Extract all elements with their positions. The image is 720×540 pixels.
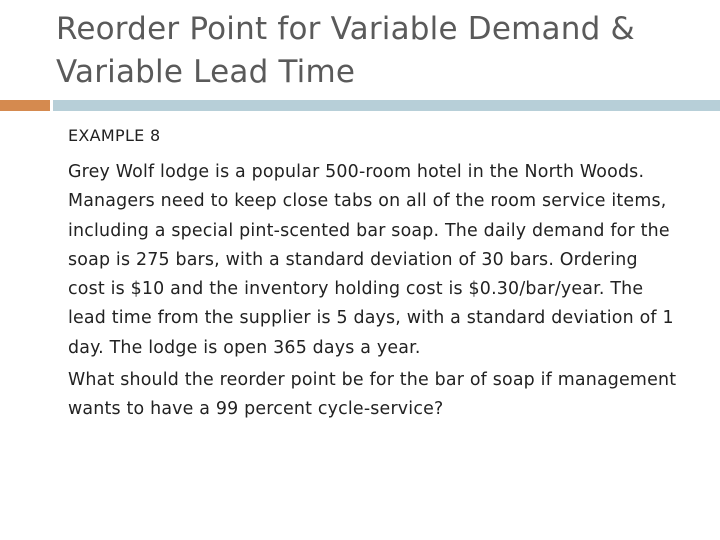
slide-content (68, 124, 678, 425)
accent-bar (0, 100, 50, 111)
question-text: What should the reorder point be for the bar of soap if management wants to have a 99 percent cycle-service? (68, 370, 677, 420)
example-label: EXAMPLE 8 (68, 126, 161, 145)
title-rule-bar (53, 100, 720, 111)
slide-title: Reorder Point for Variable Demand & Variable Lead Time (56, 11, 635, 90)
problem-text: Grey Wolf lodge is a popular 500-room hotel in the North Woods. Managers need to keep close tabs on all of the room service items, including a special pint-scented bar soap. The daily demand for the soap is 275 bars, with a standard deviation of 30 bars. Ordering cost is $10 and the inventory holding cost is $0.30/bar/year. The lead time from the supplier is 5 days, with a standard deviation of 1 day. The lodge is open 365 days a year. (68, 162, 674, 358)
